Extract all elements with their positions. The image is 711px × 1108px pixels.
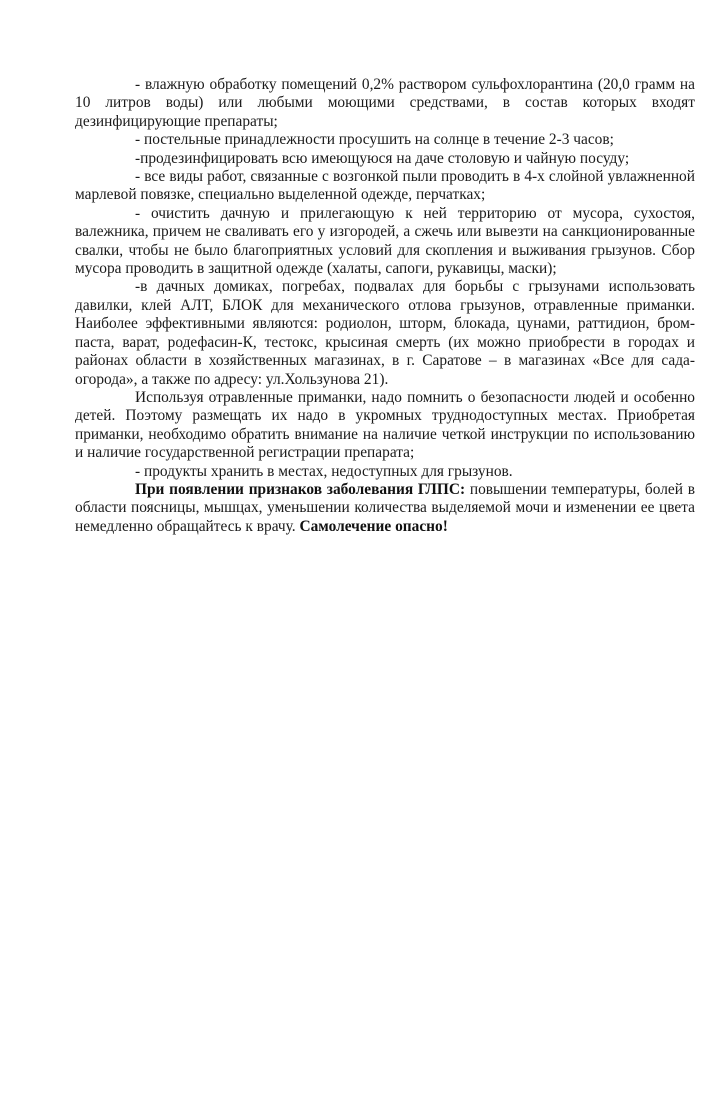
symptoms-lead: При появлении признаков заболевания ГЛПС: [135,480,466,498]
symptoms-body: повышении температуры, болей в области поясницы, мышцах, уменьшении количества выделяемой мочи и изменении ее цвета немедленно обращайтесь к врачу. [75,480,695,535]
self-treatment-warning: Самолечение опасно! [299,517,448,535]
paragraph-dishes: -продезинфицировать всю имеющуюся на даче столовую и чайную посуду; [135,149,630,167]
paragraph-territory-cleanup: - очистить дачную и прилегающую к ней территорию от мусора, сухостоя, валежника, причем не сваливать его у изгородей, а сжечь или вывезти на санкционированные свалки, чтобы не было благоприятных условий для скопления и выживания грызунов. Сбор мусора проводить в защитной одежде (халаты, сапоги, рукавицы, маски); [75,204,695,278]
paragraph-rodent-control: -в дачных домиках, погребах, подвалах для борьбы с грызунами использовать давилки, клей АЛТ, БЛОК для механического отлова грызунов, отравленные приманки. Наиболее эффективными являются: родиолон, шторм, блокада, цунами, раттидион, бром-паста, варат, родефасин-К, тестокс, крысиная смерть (их можно приобрести в городах и районах области в хозяйственных магазинах, в г. Саратове – в магазинах «Все для сада-огорода», а также по адресу: ул.Хользунова 21). [75,278,695,388]
paragraph-bedding: - постельные принадлежности просушить на солнце в течение 2-3 часов; [135,131,614,149]
document-page [75,76,695,536]
paragraph-bait-safety: Используя отравленные приманки, надо помнить о безопасности людей и особенно детей. Поэтому размещать их надо в укромных труднодоступных местах. Приобретая приманки, необходимо обратить внимание на наличие четкой инструкции по использованию и наличие государственной регистрации препарата; [75,388,695,462]
paragraph-symptoms-warning [75,481,695,536]
paragraph-dust-work: - все виды работ, связанные с возгонкой пыли проводить в 4-х слойной увлажненной марлевой повязке, специально выделенной одежде, перчатках; [75,168,695,204]
paragraph-wet-cleaning: - влажную обработку помещений 0,2% раствором сульфохлорантина (20,0 грамм на 10 литров воды) или любыми моющими средствами, в состав которых входят дезинфицирующие препараты; [75,76,695,130]
paragraph-food-storage: - продукты хранить в местах, недоступных для грызунов. [135,462,513,480]
